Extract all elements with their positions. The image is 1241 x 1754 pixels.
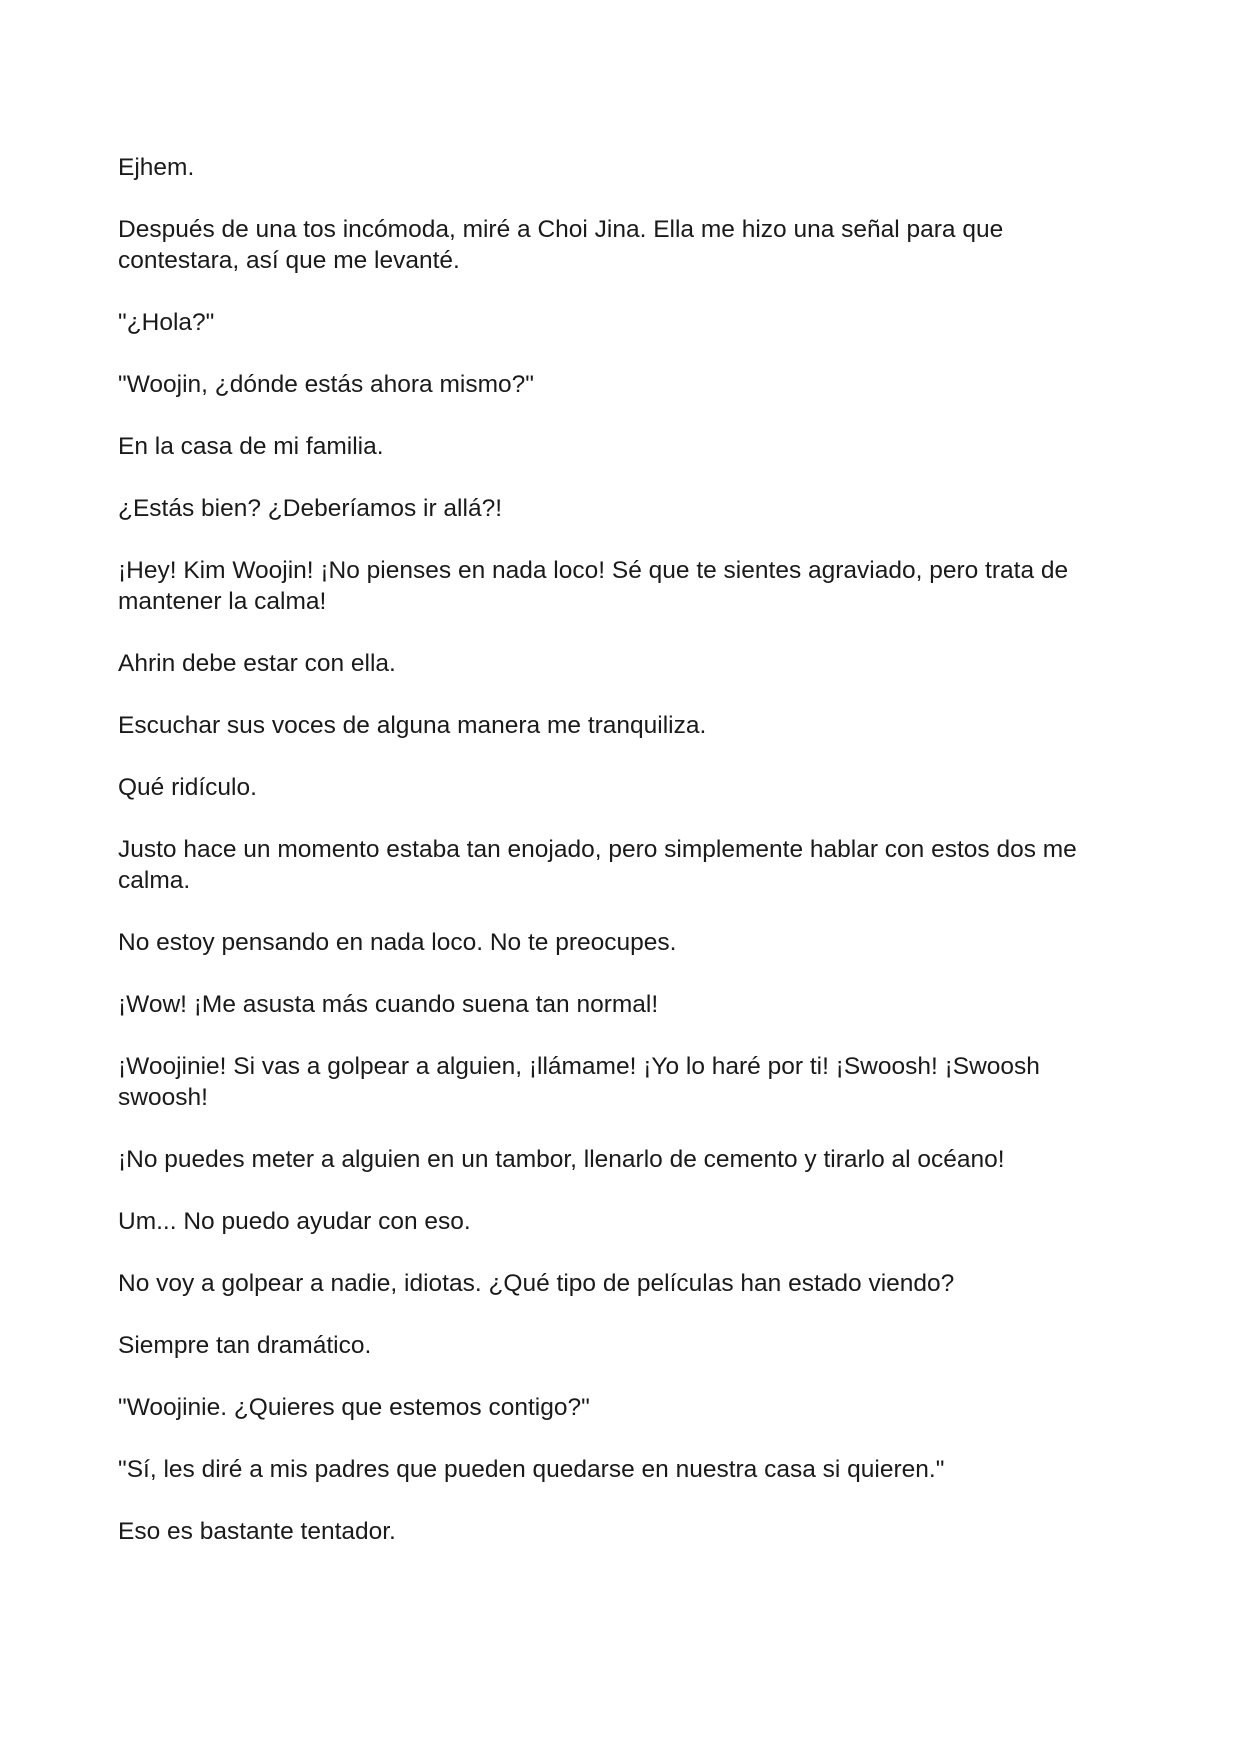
paragraph: Siempre tan dramático.	[118, 1332, 372, 1359]
paragraph: Um... No puedo ayudar con eso.	[118, 1208, 471, 1235]
paragraph: ¡Wow! ¡Me asusta más cuando suena tan normal!	[118, 991, 659, 1018]
paragraph: Ejhem.	[118, 154, 195, 181]
paragraph: "Sí, les diré a mis padres que pueden quedarse en nuestra casa si quieren."	[118, 1456, 945, 1483]
paragraph: ¡No puedes meter a alguien en un tambor, llenarlo de cemento y tirarlo al océano!	[118, 1146, 1005, 1173]
paragraph: Justo hace un momento estaba tan enojado, pero simplemente hablar con estos dos me calma.	[118, 836, 1077, 894]
paragraph: No estoy pensando en nada loco. No te preocupes.	[118, 929, 677, 956]
paragraph: Qué ridículo.	[118, 774, 257, 801]
paragraph: Escuchar sus voces de alguna manera me tranquiliza.	[118, 712, 707, 739]
paragraph: Ahrin debe estar con ella.	[118, 650, 396, 677]
paragraph: ¡Woojinie! Si vas a golpear a alguien, ¡llámame! ¡Yo lo haré por ti! ¡Swoosh! ¡Swoosh swoosh!	[118, 1053, 1040, 1111]
paragraph: Eso es bastante tentador.	[118, 1518, 396, 1545]
paragraph: En la casa de mi familia.	[118, 433, 384, 460]
paragraph: "¿Hola?"	[118, 309, 215, 336]
document-body	[118, 152, 1128, 1578]
paragraph: Después de una tos incómoda, miré a Choi Jina. Ella me hizo una señal para que contestara, así que me levanté.	[118, 216, 1004, 274]
paragraph: "Woojinie. ¿Quieres que estemos contigo?"	[118, 1394, 590, 1421]
paragraph: ¡Hey! Kim Woojin! ¡No pienses en nada loco! Sé que te sientes agraviado, pero trata de mantener la calma!	[118, 557, 1069, 615]
paragraph: No voy a golpear a nadie, idiotas. ¿Qué tipo de películas han estado viendo?	[118, 1270, 955, 1297]
paragraph: "Woojin, ¿dónde estás ahora mismo?"	[118, 371, 534, 398]
paragraph: ¿Estás bien? ¿Deberíamos ir allá?!	[118, 495, 502, 522]
